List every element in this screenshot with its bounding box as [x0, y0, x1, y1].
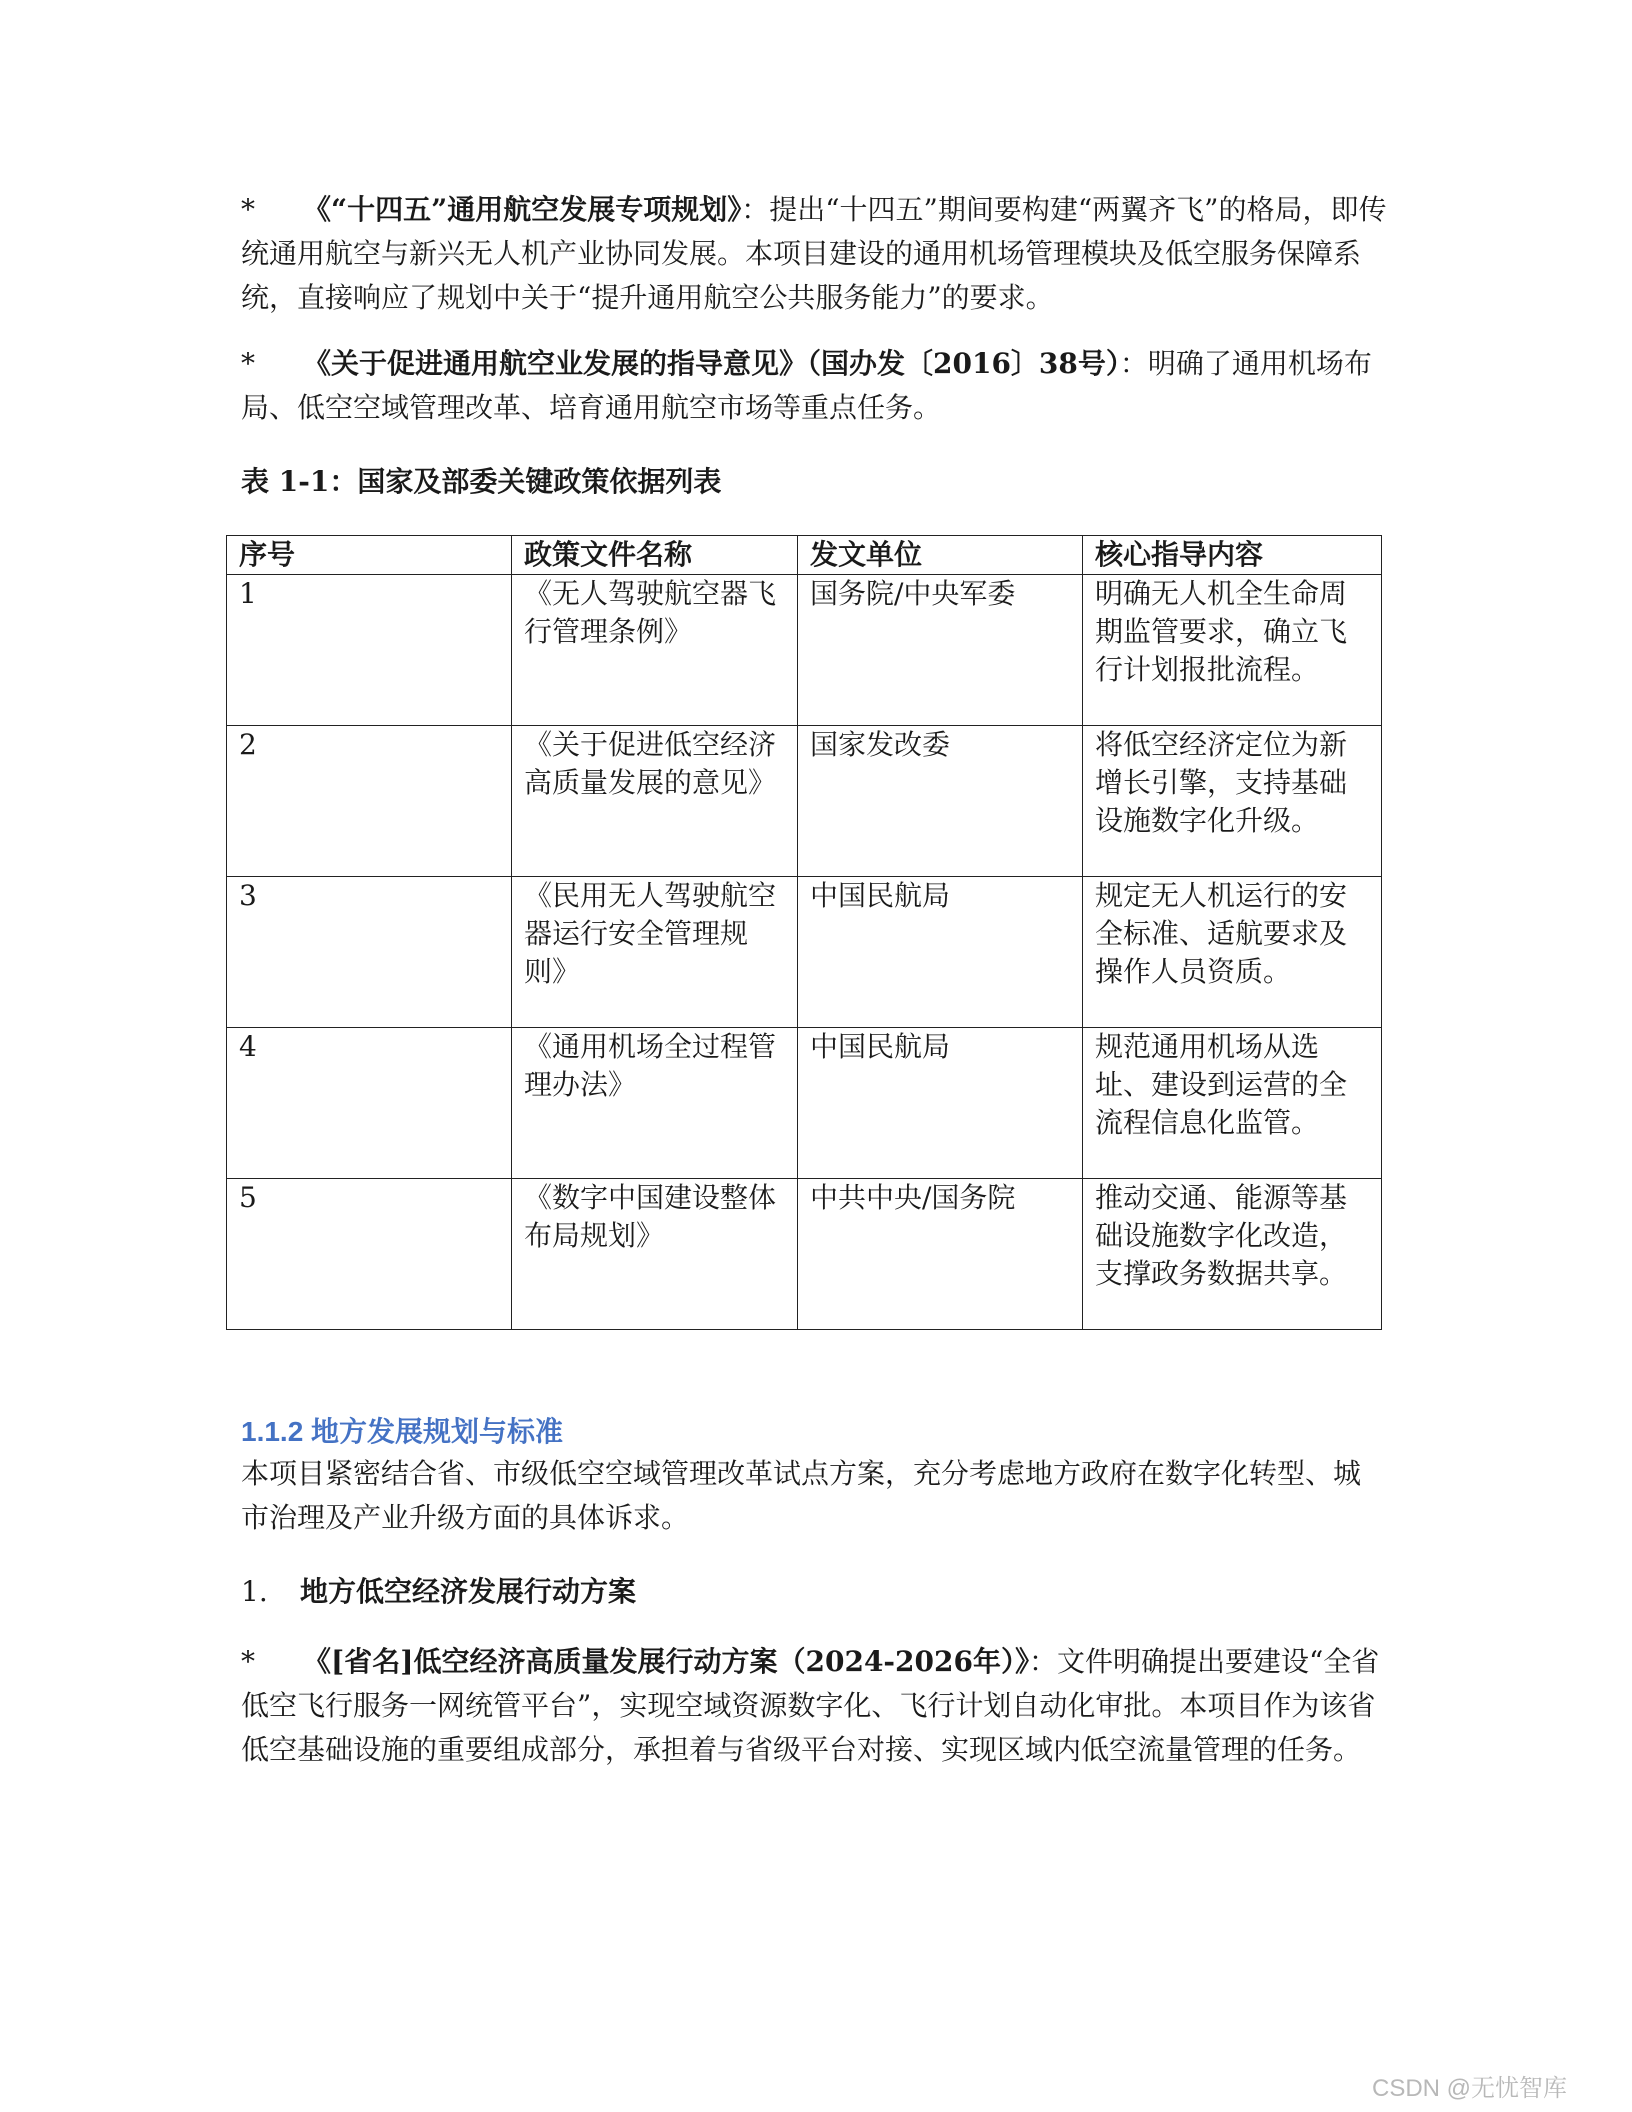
policy-bullet-1 [241, 188, 1387, 320]
bullet-text: ：提出“十四五”期间要构建“两翼齐飞”的格局，即传统通用航空与新兴无人机产业协同发展。本项目建设的通用机场管理模块及低空服务保障系统，直接响应了规划中关于“提升通用航空公共服务能力”的要求。 [241, 193, 1387, 314]
cell-guidance: 规定无人机运行的安全标准、适航要求及操作人员资质。 [1083, 877, 1382, 1028]
cell-policy-name: 《数字中国建设整体布局规划》 [512, 1179, 798, 1330]
header-guidance: 核心指导内容 [1083, 536, 1382, 575]
table-caption: 表 1-1：国家及部委关键政策依据列表 [241, 465, 722, 498]
cell-issuer: 中共中央/国务院 [798, 1179, 1083, 1330]
table-row [227, 1179, 1382, 1330]
bullet-marker: * [241, 193, 255, 226]
bullet-title: 《[省名]低空经济高质量发展行动方案（2024-2026年）》 [303, 1645, 1029, 1678]
header-policy-name: 政策文件名称 [512, 536, 798, 575]
table-row [227, 726, 1382, 877]
section-intro: 本项目紧密结合省、市级低空空域管理改革试点方案，充分考虑地方政府在数字化转型、城市治理及产业升级方面的具体诉求。 [241, 1457, 1362, 1534]
cell-index: 2 [227, 726, 512, 877]
bullet-marker: * [241, 1645, 255, 1678]
cell-index: 4 [227, 1028, 512, 1179]
cell-guidance: 将低空经济定位为新增长引擎，支持基础设施数字化升级。 [1083, 726, 1382, 877]
numbered-item [241, 1572, 636, 1612]
cell-index: 1 [227, 575, 512, 726]
bullet-title: 《“十四五”通用航空发展专项规划》 [303, 193, 742, 226]
table-row [227, 575, 1382, 726]
numbered-item-number: 1. [241, 1575, 268, 1608]
cell-index: 3 [227, 877, 512, 1028]
cell-issuer: 中国民航局 [798, 1028, 1083, 1179]
watermark: CSDN @无忧智库 [1372, 2075, 1568, 2102]
bullet-text: ：文件明确提出要建设“全省低空飞行服务一网统管平台”，实现空域资源数字化、飞行计划自动化审批。本项目作为该省低空基础设施的重要组成部分，承担着与省级平台对接、实现区域内低空流量管理的任务。 [241, 1645, 1380, 1766]
section-heading: 1.1.2 地方发展规划与标准 [241, 1416, 564, 1447]
cell-issuer: 国务院/中央军委 [798, 575, 1083, 726]
table-row [227, 877, 1382, 1028]
cell-policy-name: 《关于促进低空经济高质量发展的意见》 [512, 726, 798, 877]
cell-index: 5 [227, 1179, 512, 1330]
policy-bullet-2 [241, 342, 1387, 430]
cell-guidance: 明确无人机全生命周期监管要求，确立飞行计划报批流程。 [1083, 575, 1382, 726]
table-header-row [227, 536, 1382, 575]
cell-guidance: 规范通用机场从选址、建设到运营的全流程信息化监管。 [1083, 1028, 1382, 1179]
cell-policy-name: 《无人驾驶航空器飞行管理条例》 [512, 575, 798, 726]
cell-policy-name: 《民用无人驾驶航空器运行安全管理规则》 [512, 877, 798, 1028]
numbered-item-title: 地方低空经济发展行动方案 [300, 1575, 637, 1608]
header-issuer: 发文单位 [798, 536, 1083, 575]
table-row [227, 1028, 1382, 1179]
bullet-title: 《关于促进通用航空业发展的指导意见》（国办发〔2016〕38号） [303, 347, 1120, 380]
policy-bullet-3 [241, 1640, 1387, 1772]
header-index: 序号 [227, 536, 512, 575]
cell-issuer: 国家发改委 [798, 726, 1083, 877]
bullet-text: ：明确了通用机场布局、低空空域管理改革、培育通用航空市场等重点任务。 [241, 347, 1372, 424]
policy-table [226, 535, 1382, 1330]
bullet-marker: * [241, 347, 255, 380]
cell-issuer: 中国民航局 [798, 877, 1083, 1028]
cell-policy-name: 《通用机场全过程管理办法》 [512, 1028, 798, 1179]
cell-guidance: 推动交通、能源等基础设施数字化改造，支撑政务数据共享。 [1083, 1179, 1382, 1330]
